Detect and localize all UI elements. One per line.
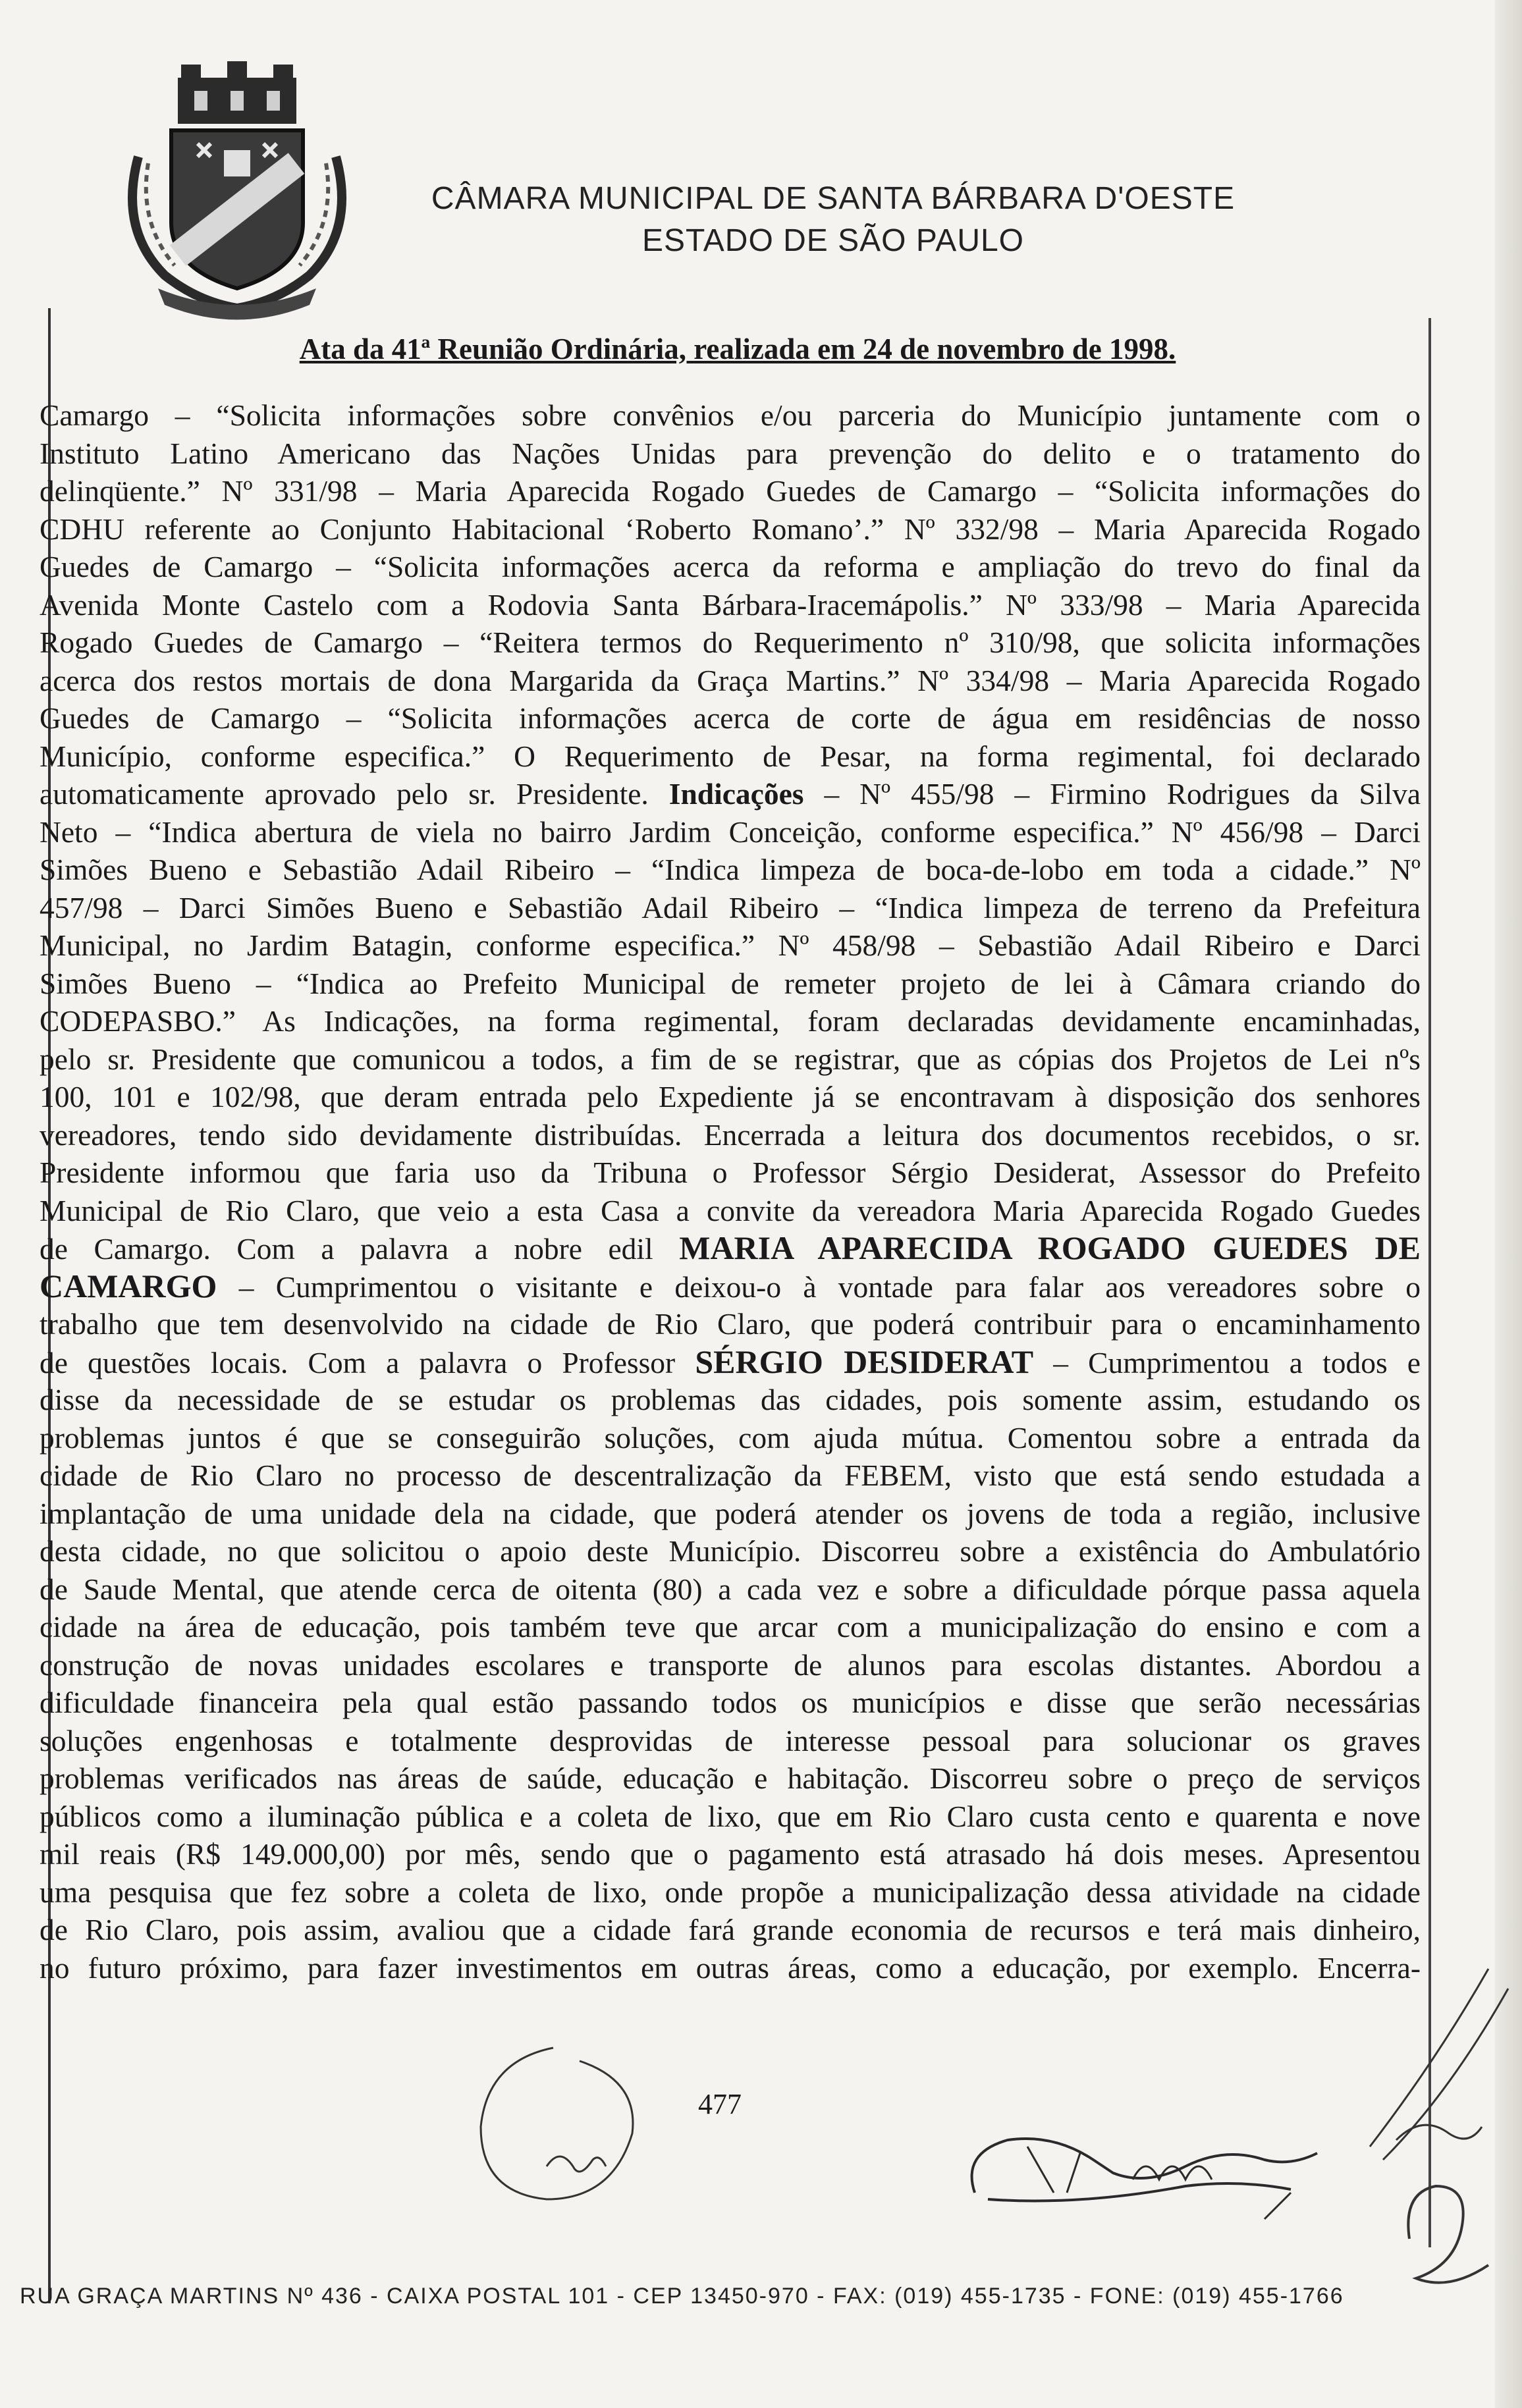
speaker-name: SÉRGIO DESIDERAT xyxy=(695,1343,1034,1380)
body-line: CDHU referente ao Conjunto Habitacional ‘Roberto Romano’.” Nº 332/98 – Maria Aparecida Rogado xyxy=(40,512,1421,546)
body-line: delinqüente.” Nº 331/98 – Maria Aparecida Rogado Guedes de Camargo – “Solicita informações do xyxy=(40,474,1421,508)
body-line xyxy=(40,1229,1421,1268)
body-line: Municipal de Rio Claro, que veio a esta Casa a convite da vereadora Maria Aparecida Rogado Guedes xyxy=(40,1193,1421,1227)
body-line: uma pesquisa que fez sobre a coleta de lixo, onde propõe a municipalização dessa atividade na cidade xyxy=(40,1875,1421,1909)
body-line: acerca dos restos mortais de dona Margarida da Graça Martins.” Nº 334/98 – Maria Aparecida Rogado xyxy=(40,663,1421,697)
body-line: Camargo – “Solicita informações sobre convênios e/ou parceria do Município juntamente com o xyxy=(40,398,1421,432)
letterhead xyxy=(369,179,1297,263)
body-line: Avenida Monte Castelo com a Rodovia Santa Bárbara-Iracemápolis.” Nº 333/98 – Maria Aparecida xyxy=(40,587,1421,622)
state-name: ESTADO DE SÃO PAULO xyxy=(641,223,1025,258)
body-line: públicos como a iluminação pública e a coleta de lixo, que em Rio Claro custa cento e quarenta e nove xyxy=(40,1799,1421,1833)
body-line xyxy=(40,1343,1421,1381)
body-text-run: de questões locais. Com a palavra o Professor xyxy=(40,1345,676,1379)
body-line: problemas juntos é que se conseguirão soluções, com ajuda mútua. Comentou sobre a entrada da xyxy=(40,1420,1421,1455)
body-line: soluções engenhosas e totalmente desprovidas de interesse pessoal para solucionar os graves xyxy=(40,1723,1421,1757)
municipal-coat-of-arms-icon xyxy=(112,58,362,321)
body-text-run: – Nº 455/98 – Firmino Rodrigues da Silva xyxy=(824,777,1421,811)
body-line: Instituto Latino Americano das Nações Unidas para prevenção do delito e o tratamento do xyxy=(40,436,1421,470)
body-line: Simões Bueno – “Indica ao Prefeito Municipal de remeter projeto de lei à Câmara criando do xyxy=(40,966,1421,1000)
body-line: dificuldade financeira pela qual estão passando todos os municípios e disse que serão necessárias xyxy=(40,1686,1421,1719)
body-line: de Rio Claro, pois assim, avaliou que a cidade fará grande economia de recursos e terá mais dinheiro, xyxy=(40,1913,1421,1946)
minutes-body xyxy=(40,396,1421,1987)
body-line: vereadores, tendo sido devidamente distribuídas. Encerrada a leitura dos documentos recebidos, o sr. xyxy=(40,1117,1421,1152)
body-line: CODEPASBO.” As Indicações, na forma regimental, foram declaradas devidamente encaminhadas, xyxy=(40,1004,1421,1038)
body-line: de Saude Mental, que atende cerca de oitenta (80) a cada vez e sobre a dificuldade pórque passa aquela xyxy=(40,1572,1421,1606)
body-line: disse da necessidade de se estudar os problemas das cidades, pois somente assim, estudando os xyxy=(40,1383,1421,1416)
body-line: mil reais (R$ 149.000,00) por mês, sendo que o pagamento está atrasado há dois meses. Apresentou xyxy=(40,1837,1421,1871)
speaker-name: CAMARGO xyxy=(40,1267,217,1304)
body-line: Rogado Guedes de Camargo – “Reitera termos do Requerimento nº 310/98, que solicita informações xyxy=(40,626,1421,659)
body-text-run: – Cumprimentou a todos e xyxy=(1053,1345,1421,1379)
body-line: Municipal, no Jardim Batagin, conforme especifica.” Nº 458/98 – Sebastião Adail Ribeiro e Darci xyxy=(40,928,1421,962)
body-line: Município, conforme especifica.” O Requerimento de Pesar, na forma regimental, foi declarado xyxy=(40,739,1421,773)
body-line xyxy=(40,775,1421,813)
speaker-name: MARIA APARECIDA ROGADO GUEDES DE xyxy=(679,1229,1421,1266)
body-line: problemas verificados nas áreas de saúde, educação e habitação. Discorreu sobre o preço de serviços xyxy=(40,1761,1421,1795)
signature-left xyxy=(461,2035,659,2219)
indicacoes-heading: Indicações xyxy=(668,777,804,811)
signature-center xyxy=(948,2074,1409,2232)
body-line: 457/98 – Darci Simões Bueno e Sebastião Adail Ribeiro – “Indica limpeza de terreno da Prefeitura xyxy=(40,890,1421,924)
minutes-title: Ata da 41ª Reunião Ordinária, realizada em 24 de novembro de 1998. xyxy=(299,333,1176,365)
body-line: desta cidade, no que solicitou o apoio deste Município. Discorreu sobre a existência do Ambulatório xyxy=(40,1534,1421,1568)
letterhead-footer: RUA GRAÇA MARTINS Nº 436 - CAIXA POSTAL 101 - CEP 13450-970 - FAX: (019) 455-1735 - FONE: (019) 455-1766 xyxy=(20,2284,1344,2309)
body-line: construção de novas unidades escolares e transporte de alunos para escolas distantes. Abordou a xyxy=(40,1647,1421,1682)
body-line: Presidente informou que faria uso da Tribuna o Professor Sérgio Desiderat, Assessor do Prefeito xyxy=(40,1156,1421,1189)
right-margin-rule xyxy=(1428,318,1431,2247)
body-text-run: – Cumprimentou o visitante e deixou-o à vontade para falar aos vereadores sobre o xyxy=(238,1270,1421,1304)
body-line: cidade na área de educação, pois também teve que arcar com a municipalização do ensino e com a xyxy=(40,1610,1421,1644)
signature-right xyxy=(1357,1962,1521,2305)
body-line: trabalho que tem desenvolvido na cidade de Rio Claro, que poderá contribuir para o encaminhamento xyxy=(40,1307,1421,1341)
body-line: Simões Bueno e Sebastião Adail Ribeiro – “Indica limpeza de boca-de-lobo em toda a cidade.” Nº xyxy=(40,853,1421,886)
body-line: Guedes de Camargo – “Solicita informações acerca da reforma e ampliação do trevo do final da xyxy=(40,550,1421,583)
institution-name: CÂMARA MUNICIPAL DE SANTA BÁRBARA D'OESTE xyxy=(431,181,1236,216)
body-line xyxy=(40,1268,1421,1306)
body-text-run: de Camargo. Com a palavra a nobre edil xyxy=(40,1232,653,1266)
body-line: pelo sr. Presidente que comunicou a todos, a fim de se registrar, que as cópias dos Projetos de Lei nºs xyxy=(40,1042,1421,1076)
body-line: no futuro próximo, para fazer investimentos em outras áreas, como a educação, por exemplo. Encerra- xyxy=(40,1950,1421,1985)
body-text-run: automaticamente aprovado pelo sr. Presidente. xyxy=(40,777,649,811)
body-line: implantação de uma unidade dela na cidade, que poderá atender os jovens de toda a região, inclusive xyxy=(40,1496,1421,1530)
body-line: Guedes de Camargo – “Solicita informações acerca de corte de água em residências de nosso xyxy=(40,701,1421,735)
body-line: cidade de Rio Claro no processo de descentralização da FEBEM, visto que está sendo estudada a xyxy=(40,1458,1421,1492)
body-line: 100, 101 e 102/98, que deram entrada pelo Expediente já se encontravam à disposição dos senhores xyxy=(40,1080,1421,1113)
body-line: Neto – “Indica abertura de viela no bairro Jardim Conceição, conforme especifica.” Nº 456/98 – Darci xyxy=(40,815,1421,849)
page-number: 477 xyxy=(698,2088,742,2120)
